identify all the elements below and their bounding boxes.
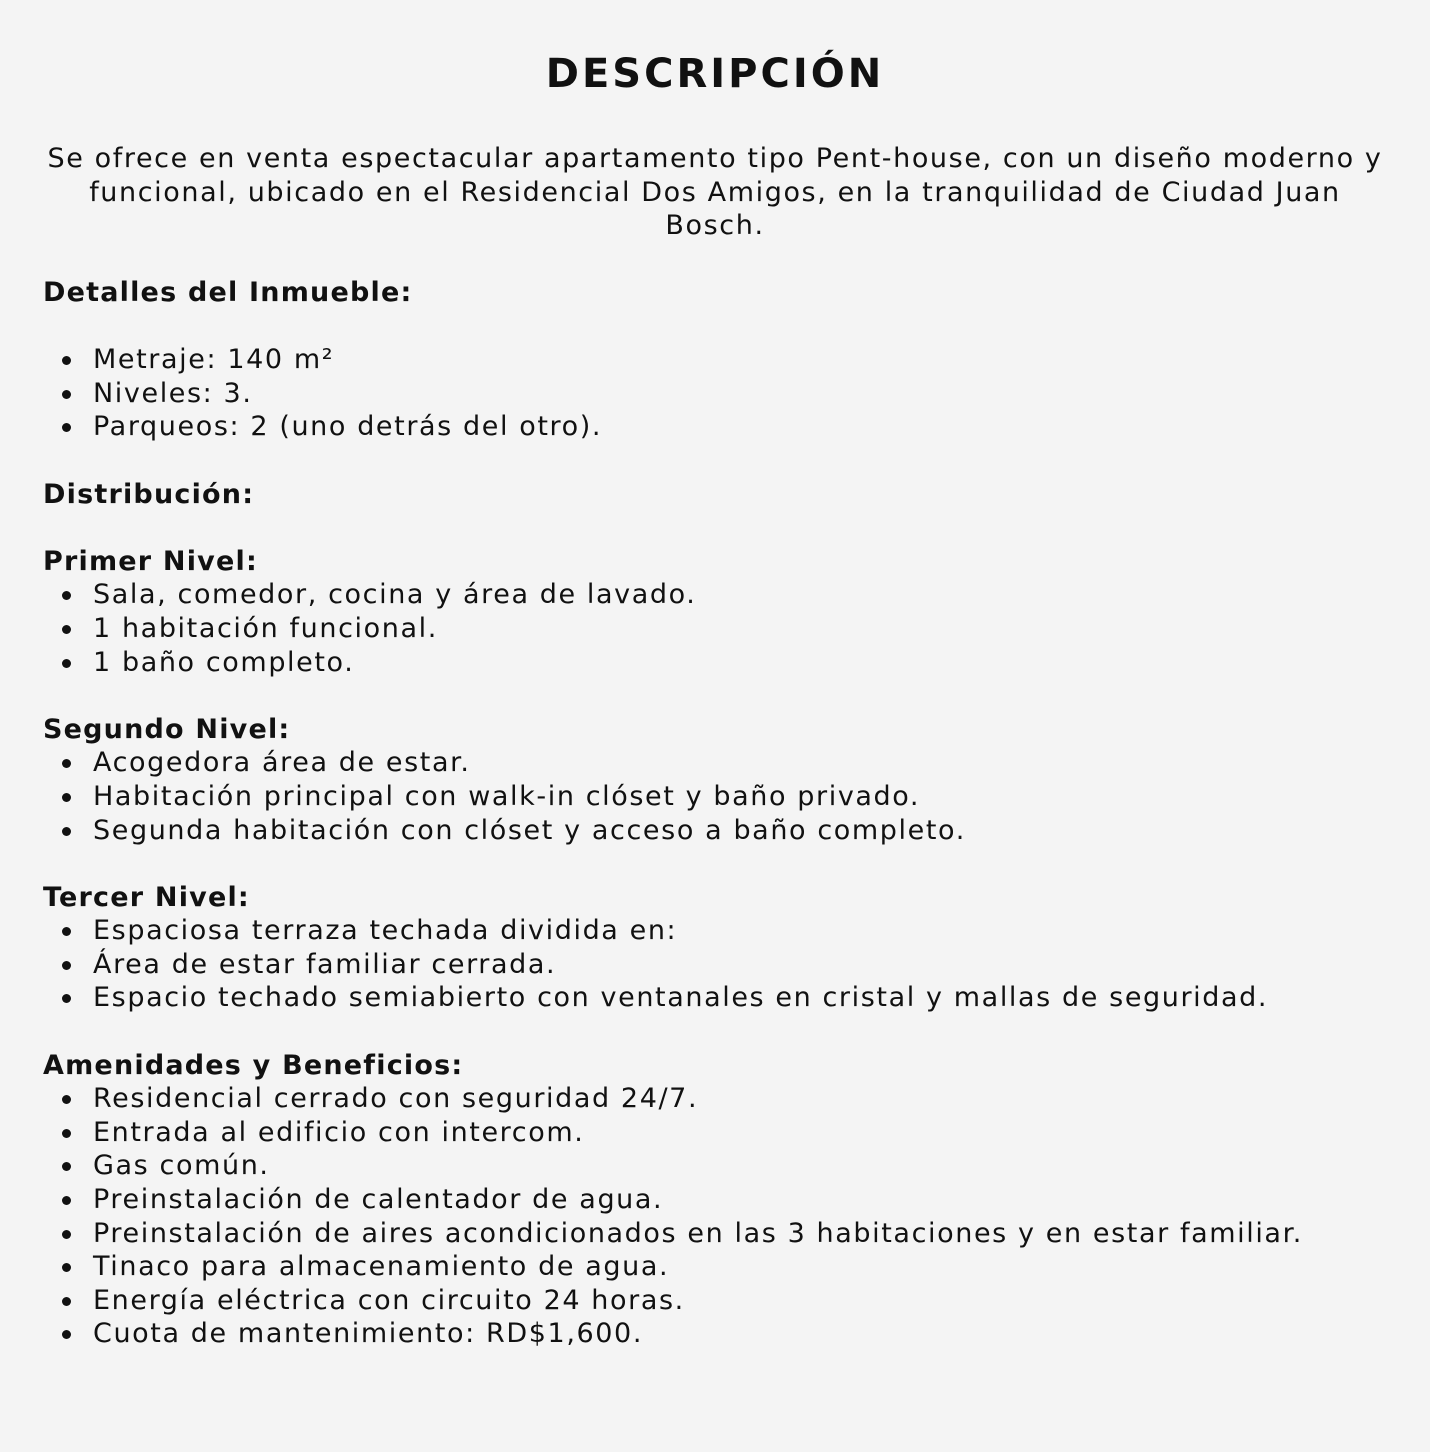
list-item: Preinstalación de calentador de agua. [43,1183,1403,1217]
spacer [43,310,1403,344]
list-item: Espacio techado semiabierto con ventanales en cristal y mallas de seguridad. [43,981,1403,1015]
spacer [43,444,1403,478]
list-item: 1 habitación funcional. [43,612,1403,646]
list-item: Tinaco para almacenamiento de agua. [43,1250,1403,1284]
list-item: Área de estar familiar cerrada. [43,948,1403,982]
spacer [43,1015,1403,1049]
list-item: Preinstalación de aires acondicionados en las 3 habitaciones y en estar familiar. [43,1217,1403,1251]
segundo-nivel-list [43,746,1403,847]
primer-nivel-heading: Primer Nivel: [43,545,258,577]
list-item: Acogedora área de estar. [43,746,1403,780]
spacer [43,847,1403,881]
tercer-nivel-heading: Tercer Nivel: [43,881,250,913]
list-item: Parqueos: 2 (uno detrás del otro). [43,410,1403,444]
tercer-nivel-list [43,914,1403,1015]
list-item: Metraje: 140 m² [43,343,1403,377]
list-item: Gas común. [43,1149,1403,1183]
detalles-list [43,343,1403,444]
spacer [43,511,1403,545]
list-item: Residencial cerrado con seguridad 24/7. [43,1082,1403,1116]
segundo-nivel-heading: Segundo Nivel: [43,713,291,745]
list-item: Energía eléctrica con circuito 24 horas. [43,1284,1403,1318]
list-item: Habitación principal con walk-in clóset y baño privado. [43,780,1403,814]
description-content [43,276,1403,1351]
distribucion-heading: Distribución: [43,478,255,510]
amenidades-heading: Amenidades y Beneficios: [43,1049,464,1081]
list-item: Segunda habitación con clóset y acceso a baño completo. [43,814,1403,848]
primer-nivel-list [43,578,1403,679]
list-item: Espaciosa terraza techada dividida en: [43,914,1403,948]
detalles-heading: Detalles del Inmueble: [43,277,413,308]
list-item: Cuota de mantenimiento: RD$1,600. [43,1317,1403,1351]
list-item: Entrada al edificio con intercom. [43,1116,1403,1150]
list-item: 1 baño completo. [43,646,1403,680]
spacer [43,679,1403,713]
intro-paragraph: Se ofrece en venta espectacular apartamento tipo Pent-house, con un diseño moderno y funcional, ubicado en el Residencial Dos Amigos, en la tranquilidad de Ciudad Juan Bosch. [47,143,1383,242]
page-title: DESCRIPCIÓN [545,51,885,97]
amenidades-list [43,1082,1403,1351]
list-item: Niveles: 3. [43,377,1403,411]
list-item: Sala, comedor, cocina y área de lavado. [43,578,1403,612]
